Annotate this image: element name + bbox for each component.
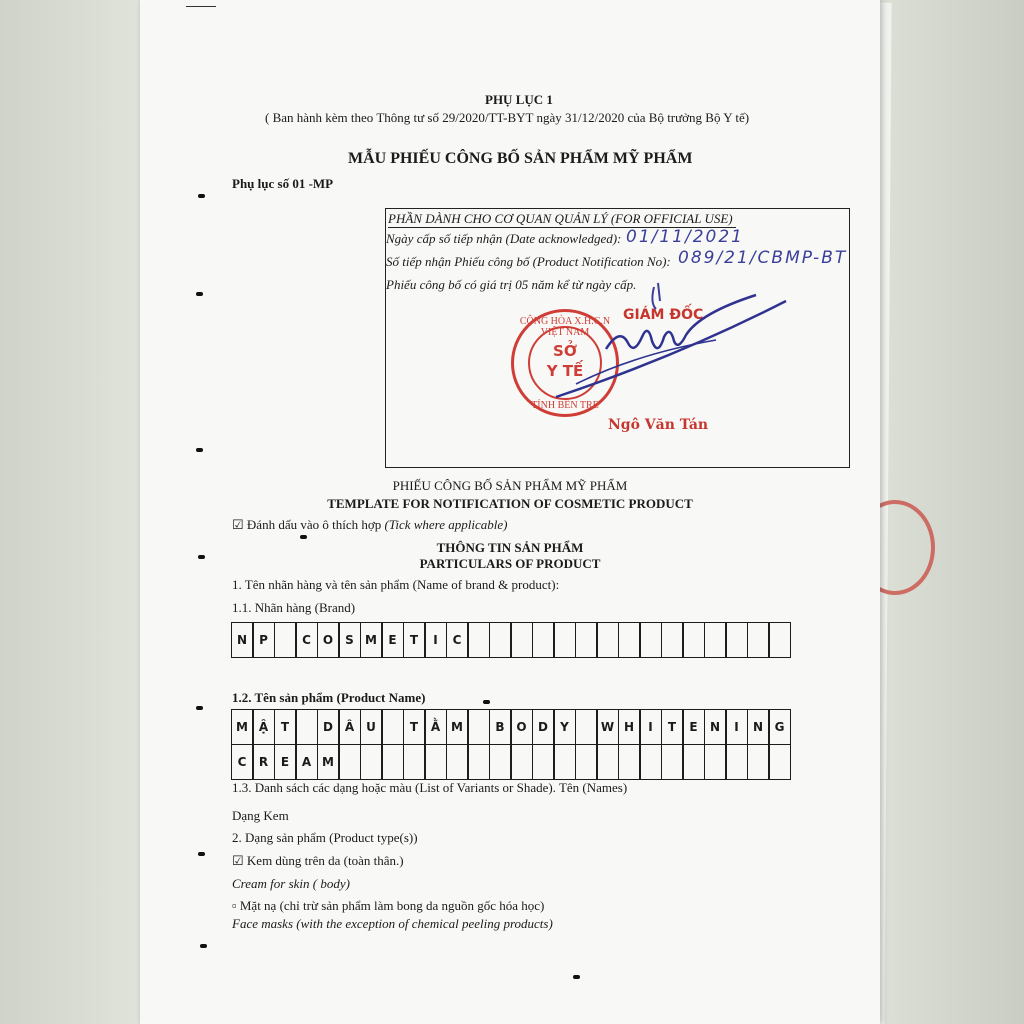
hole-mark bbox=[198, 555, 205, 559]
letter-cell bbox=[553, 622, 576, 658]
stamp-ring-bottom: TỈNH BẾN TRE bbox=[531, 400, 599, 411]
letter-cell bbox=[725, 622, 748, 658]
letter-cell: H bbox=[618, 709, 641, 745]
document-page bbox=[140, 0, 880, 1024]
letter-cell: E bbox=[381, 622, 404, 658]
letter-cell bbox=[360, 744, 383, 780]
letter-cell: Ậ bbox=[252, 709, 275, 745]
stamp-line-2: Y TẾ bbox=[546, 362, 584, 380]
letter-cell: A bbox=[295, 744, 318, 780]
date-value: 01/11/2021 bbox=[626, 227, 744, 247]
letter-cell: E bbox=[682, 709, 705, 745]
official-use-box bbox=[385, 208, 850, 468]
letter-cell bbox=[532, 744, 555, 780]
letter-cell: T bbox=[661, 709, 684, 745]
letter-cell bbox=[575, 709, 598, 745]
notification-number-label: Số tiếp nhận Phiếu công bố (Product Notification No): bbox=[386, 254, 671, 269]
letter-cell bbox=[446, 744, 469, 780]
product-type-option-1-en: Cream for skin ( body) bbox=[232, 876, 350, 891]
stamp-ring-top: CỘNG HÒA X.H.C.N VIỆT NAM bbox=[519, 316, 611, 338]
brand-grid bbox=[232, 623, 791, 658]
letter-cell bbox=[553, 744, 576, 780]
letter-cell bbox=[274, 622, 297, 658]
hole-mark bbox=[196, 292, 203, 296]
product-info-title-en: PARTICULARS OF PRODUCT bbox=[419, 556, 601, 571]
letter-cell bbox=[661, 622, 684, 658]
template-title-en: TEMPLATE FOR NOTIFICATION OF COSMETIC PRODUCT bbox=[327, 496, 693, 511]
letter-cell bbox=[618, 744, 641, 780]
letter-cell bbox=[682, 622, 705, 658]
product-name-label: 1.2. Tên sản phẩm (Product Name) bbox=[232, 690, 426, 705]
section2-heading: 2. Dạng sản phẩm (Product type(s)) bbox=[232, 830, 418, 845]
letter-cell: Â bbox=[338, 709, 361, 745]
product-name-grid-row2 bbox=[232, 745, 791, 780]
template-title-vi: PHIẾU CÔNG BỐ SẢN PHẨM MỸ PHẨM bbox=[392, 478, 628, 493]
letter-cell: W bbox=[596, 709, 619, 745]
letter-cell: O bbox=[510, 709, 533, 745]
product-type-option-2: ▫ Mặt nạ (chỉ trừ sản phẩm làm bong da nguồn gốc hóa học) bbox=[232, 898, 545, 913]
letter-cell bbox=[725, 744, 748, 780]
letter-cell bbox=[467, 622, 490, 658]
letter-cell bbox=[381, 709, 404, 745]
hole-mark bbox=[198, 852, 205, 856]
letter-cell: N bbox=[747, 709, 770, 745]
product-type-option-2-en: Face masks (with the exception of chemical peeling products) bbox=[232, 916, 553, 931]
letter-cell bbox=[532, 622, 555, 658]
letter-cell bbox=[596, 744, 619, 780]
tick-label: ☑ Đánh dấu vào ô thích hợp bbox=[232, 517, 382, 532]
section1-heading: 1. Tên nhãn hàng và tên sản phẩm (Name of brand & product): bbox=[232, 577, 560, 592]
appendix-title: PHỤ LỤC 1 bbox=[485, 92, 553, 107]
letter-cell: C bbox=[231, 744, 254, 780]
letter-cell bbox=[489, 744, 512, 780]
letter-cell bbox=[639, 744, 662, 780]
letter-cell bbox=[403, 744, 426, 780]
ink-dot bbox=[573, 975, 580, 979]
letter-cell: M bbox=[231, 709, 254, 745]
letter-cell: G bbox=[768, 709, 791, 745]
letter-cell: N bbox=[231, 622, 254, 658]
letter-cell: T bbox=[403, 709, 426, 745]
letter-cell bbox=[489, 622, 512, 658]
letter-cell: U bbox=[360, 709, 383, 745]
product-name-grid-row1 bbox=[232, 710, 791, 745]
letter-cell: E bbox=[274, 744, 297, 780]
letter-cell bbox=[661, 744, 684, 780]
letter-cell bbox=[424, 744, 447, 780]
letter-cell bbox=[639, 622, 662, 658]
letter-cell bbox=[510, 744, 533, 780]
top-mark bbox=[186, 6, 216, 7]
letter-cell bbox=[704, 622, 727, 658]
hole-mark bbox=[196, 448, 203, 452]
letter-cell: M bbox=[360, 622, 383, 658]
validity-note: Phiếu công bố có giá trị 05 năm kể từ ngày cấp. bbox=[386, 277, 637, 292]
date-label: Ngày cấp số tiếp nhận (Date acknowledged): bbox=[386, 231, 622, 246]
hole-mark bbox=[200, 944, 207, 948]
letter-cell: S bbox=[338, 622, 361, 658]
form-title: MẪU PHIẾU CÔNG BỐ SẢN PHẨM MỸ PHẨM bbox=[348, 150, 693, 167]
letter-cell: D bbox=[317, 709, 340, 745]
letter-cell bbox=[704, 744, 727, 780]
annex-label: Phụ lục số 01 -MP bbox=[232, 176, 334, 191]
letter-cell bbox=[682, 744, 705, 780]
background-left bbox=[0, 0, 140, 1024]
letter-cell: P bbox=[252, 622, 275, 658]
letter-cell: D bbox=[532, 709, 555, 745]
letter-cell: T bbox=[274, 709, 297, 745]
director-signature bbox=[536, 279, 796, 409]
letter-cell bbox=[747, 744, 770, 780]
product-info-title-vi: THÔNG TIN SẢN PHẨM bbox=[436, 540, 584, 555]
letter-cell bbox=[338, 744, 361, 780]
letter-cell bbox=[467, 709, 490, 745]
letter-cell bbox=[575, 744, 598, 780]
hole-mark bbox=[198, 194, 205, 198]
letter-cell: Y bbox=[553, 709, 576, 745]
letter-cell: N bbox=[704, 709, 727, 745]
variants-label: 1.3. Danh sách các dạng hoặc màu (List of Variants or Shade). Tên (Names) bbox=[232, 780, 628, 795]
letter-cell: O bbox=[317, 622, 340, 658]
letter-cell: M bbox=[446, 709, 469, 745]
notification-number-value: 089/21/CBMP-BT bbox=[678, 248, 848, 268]
director-name: Ngô Văn Tán bbox=[608, 417, 709, 433]
stamp-line-1: SỞ bbox=[553, 342, 577, 360]
letter-cell: Ằ bbox=[424, 709, 447, 745]
letter-cell bbox=[575, 622, 598, 658]
letter-cell bbox=[768, 622, 791, 658]
letter-cell bbox=[467, 744, 490, 780]
letter-cell: M bbox=[317, 744, 340, 780]
ink-dot bbox=[483, 700, 490, 704]
letter-cell: C bbox=[295, 622, 318, 658]
variants-value: Dạng Kem bbox=[232, 808, 289, 823]
letter-cell: R bbox=[252, 744, 275, 780]
letter-cell bbox=[747, 622, 770, 658]
letter-cell bbox=[618, 622, 641, 658]
letter-cell: I bbox=[424, 622, 447, 658]
product-type-option-1: ☑ Kem dùng trên da (toàn thân.) bbox=[232, 853, 404, 868]
letter-cell bbox=[381, 744, 404, 780]
ink-dot bbox=[300, 535, 307, 539]
letter-cell: C bbox=[446, 622, 469, 658]
letter-cell bbox=[295, 709, 318, 745]
letter-cell: B bbox=[489, 709, 512, 745]
official-heading: PHẦN DÀNH CHO CƠ QUAN QUẢN LÝ (FOR OFFICIAL USE) bbox=[388, 211, 733, 226]
letter-cell: I bbox=[725, 709, 748, 745]
tick-label-en: (Tick where applicable) bbox=[384, 517, 508, 532]
brand-label: 1.1. Nhãn hàng (Brand) bbox=[232, 600, 356, 615]
tick-instruction bbox=[232, 517, 507, 533]
hole-mark bbox=[196, 706, 203, 710]
appendix-note: ( Ban hành kèm theo Thông tư số 29/2020/TT-BYT ngày 31/12/2020 của Bộ trưởng Bộ Y tế) bbox=[265, 110, 750, 125]
letter-cell bbox=[768, 744, 791, 780]
letter-cell: T bbox=[403, 622, 426, 658]
letter-cell bbox=[510, 622, 533, 658]
letter-cell bbox=[596, 622, 619, 658]
letter-cell: I bbox=[639, 709, 662, 745]
director-title: GIÁM ĐỐC bbox=[623, 307, 704, 323]
